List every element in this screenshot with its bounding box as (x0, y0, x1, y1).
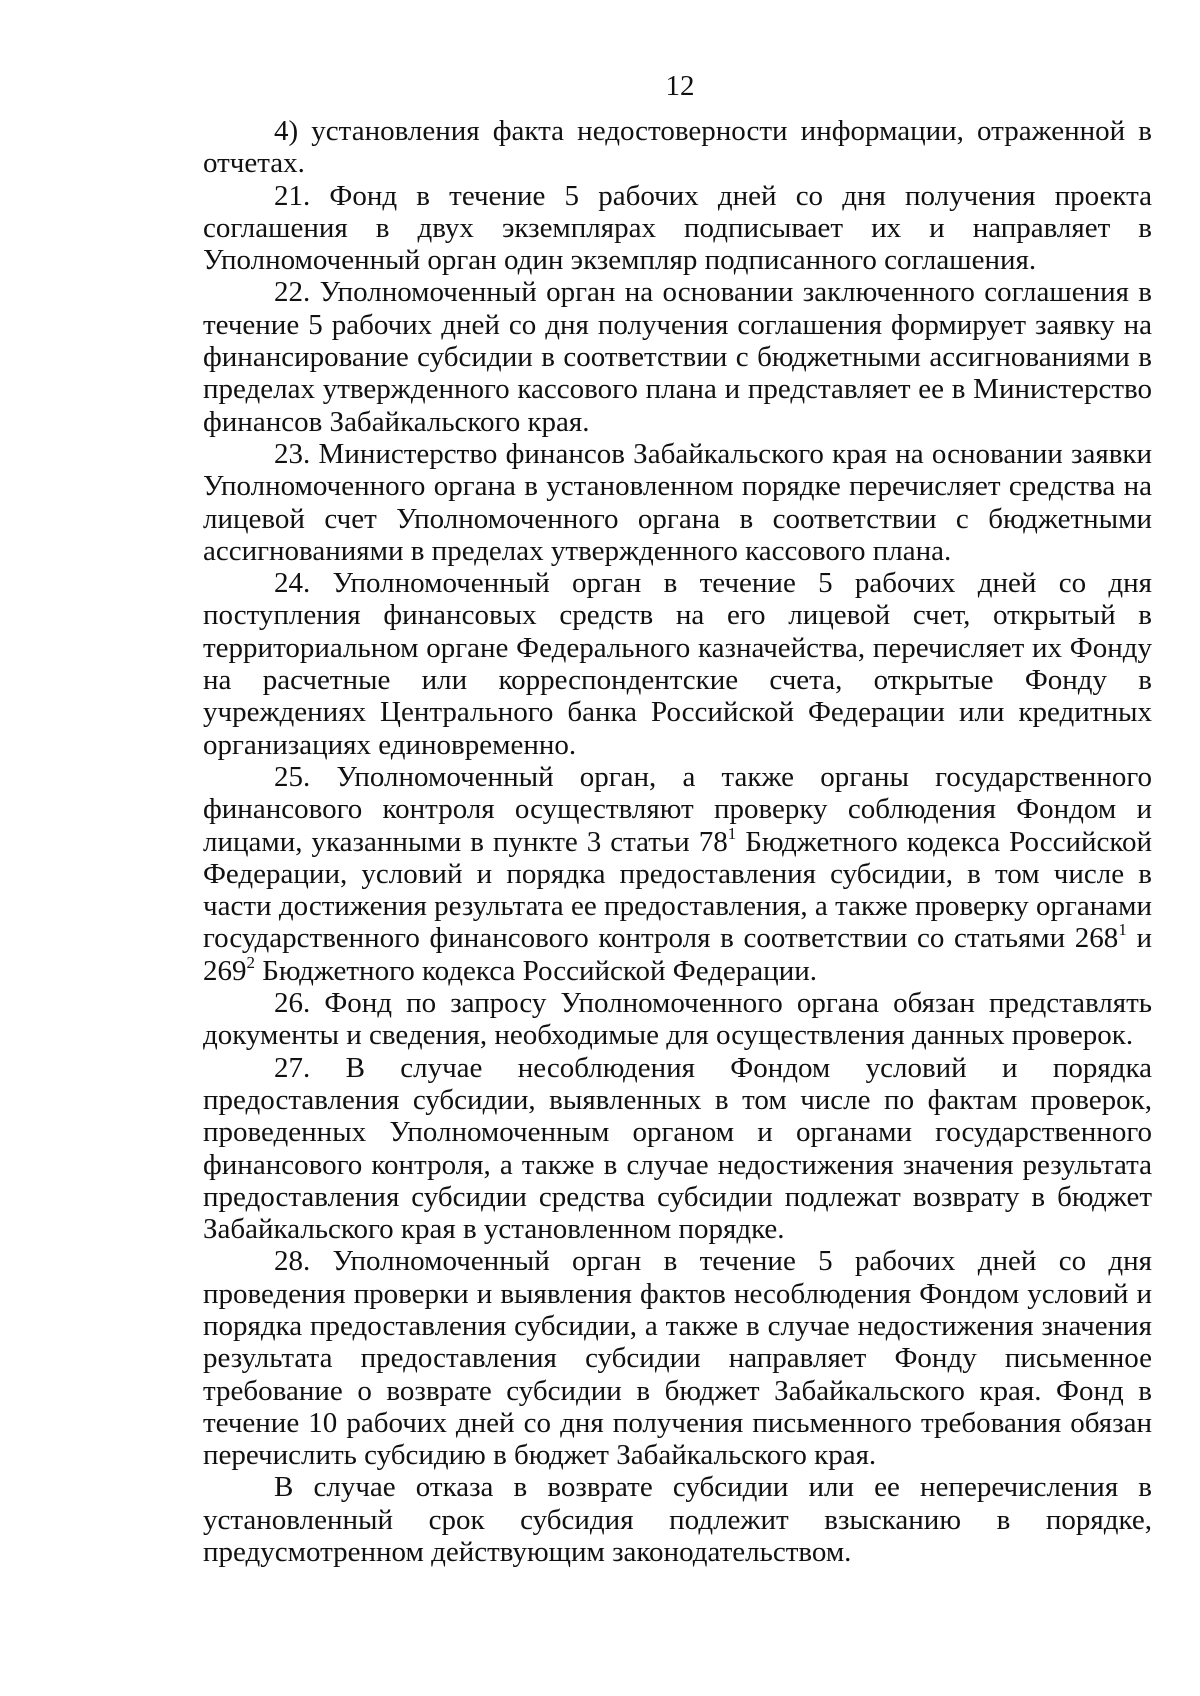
paragraph-25-text-4: Бюджетного кодекса Российской Федерации. (255, 954, 817, 987)
paragraph-21: 21. Фонд в течение 5 рабочих дней со дня получения проекта соглашения в двух экземплярах подписывает их и направляет в Уполномоченный орган один экземпляр подписанного соглашения. (203, 179, 1152, 277)
paragraph-item-4: 4) установления факта недостоверности информации, отраженной в отчетах. (203, 115, 1152, 180)
paragraph-25-text-2: Бюджетного кодекса Российской Федерации, условий и порядка предоставления субсидии, в том числе в части достижения результата ее предоставления, а также проверку органами государственного финансового контроля в соответствии со статьями 268 (203, 825, 1153, 955)
paragraph-22: 22. Уполномоченный орган на основании заключенного соглашения в течение 5 рабочих дней со дня получения соглашения формирует заявку на финансирование субсидии в соответствии с бюджетными ассигнованиями в пределах утвержденного кассового плана и представляет ее в Министерство финансов Забайкальского края. (203, 276, 1152, 438)
superscript-269-2: 2 (246, 952, 255, 972)
paragraph-23: 23. Министерство финансов Забайкальского края на основании заявки Уполномоченного органа в установленном порядке перечисляет средства на лицевой счет Уполномоченного органа в соответствии с бюджетными ассигнованиями в пределах утвержденного кассового плана. (203, 437, 1152, 567)
paragraph-25 (203, 761, 1152, 987)
superscript-78-1: 1 (727, 823, 737, 843)
paragraph-24: 24. Уполномоченный орган в течение 5 рабочих дней со дня поступления финансовых средств на его лицевой счет, открытый в территориальном органе Федерального казначейства, перечисляет их Фонду на расчетные или корреспондентские счета, открытые Фонду в учреждениях Центрального банка Российской Федерации или кредитных организациях единовременно. (203, 567, 1152, 761)
paragraph-25-text-1: 25. Уполномоченный орган, а также органы государственного финансового контроля осуществляют проверку соблюдения Фондом и лицами, указанными в пункте 3 статьи 78 (203, 760, 1152, 858)
paragraph-refusal: В случае отказа в возврате субсидии или ее неперечисления в установленный срок субсидия подлежит взысканию в порядке, предусмотренном действующим законодательством. (203, 1471, 1152, 1569)
paragraph-27: 27. В случае несоблюдения Фондом условий и порядка предоставления субсидии, выявленных в том числе по фактам проверок, проведенных Уполномоченным органом и органами государственного финансового контроля, а также в случае недостижения значения результата предоставления субсидии средства субсидии подлежат возврату в бюджет Забайкальского края в установленном порядке. (203, 1051, 1152, 1246)
document-body (203, 115, 1152, 1568)
paragraph-26: 26. Фонд по запросу Уполномоченного органа обязан представлять документы и сведения, необходимые для осуществления данных проверок. (203, 987, 1152, 1052)
paragraph-28: 28. Уполномоченный орган в течение 5 рабочих дней со дня проведения проверки и выявления фактов несоблюдения Фондом условий и порядка предоставления субсидии, а также в случае недостижения значения результата предоставления субсидии направляет Фонду письменное требование о возврате субсидии в бюджет Забайкальского края. Фонд в течение 10 рабочих дней со дня получения письменного требования обязан перечислить субсидию в бюджет Забайкальского края. (203, 1245, 1152, 1472)
superscript-268-1: 1 (1118, 920, 1127, 940)
paragraph-25-text-3: и 269 (203, 922, 1152, 987)
page-number: 12 (665, 70, 695, 102)
